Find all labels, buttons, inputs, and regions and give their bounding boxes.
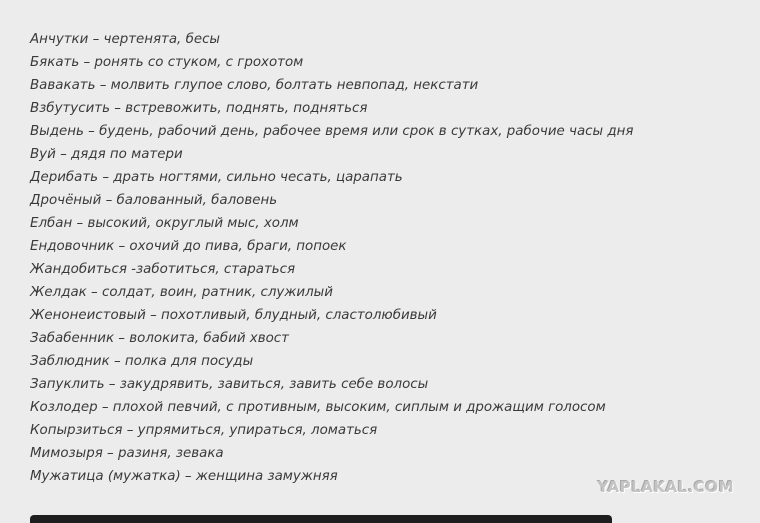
list-item: Козлодер – плохой певчий, с противным, высоким, сиплым и дрожащим голосом: [30, 400, 606, 415]
list-item: Бякать – ронять со стуком, с грохотом: [30, 55, 304, 70]
list-item: Елбан – высокий, округлый мыс, холм: [30, 216, 299, 231]
list-item: Копырзиться – упрямиться, упираться, ломаться: [30, 423, 378, 438]
list-item: Заблюдник – полка для посуды: [30, 354, 254, 369]
list-item: Жандобиться -заботиться, стараться: [30, 262, 296, 277]
list-item: Анчутки – чертенята, бесы: [30, 32, 220, 47]
list-item: Дерибать – драть ногтями, сильно чесать, царапать: [30, 170, 403, 185]
list-item: Желдак – солдат, воин, ратник, служилый: [30, 285, 333, 300]
site-watermark: YAPLAKAL.COM: [597, 478, 734, 496]
list-item: Ендовочник – охочий до пива, браги, попоек: [30, 239, 347, 254]
list-item: Запуклить – закудрявить, завиться, завить себе волосы: [30, 377, 429, 392]
list-item: Забабенник – волокита, бабий хвост: [30, 331, 289, 346]
list-item: Мужатица (мужатка) – женщина замужняя: [30, 469, 338, 484]
next-content-edge: [30, 515, 612, 523]
list-item: Выдень – будень, рабочий день, рабочее время или срок в сутках, рабочие часы дня: [30, 124, 634, 139]
list-item: Дрочёный – балованный, баловень: [30, 193, 278, 208]
list-item: Женонеистовый – похотливый, блудный, сластолюбивый: [30, 308, 437, 323]
list-item: Взбутусить – встревожить, поднять, подняться: [30, 101, 368, 116]
list-item: Вуй – дядя по матери: [30, 147, 183, 162]
word-list: [30, 28, 633, 488]
list-item: Вавакать – молвить глупое слово, болтать невпопад, некстати: [30, 78, 479, 93]
list-item: Мимозыря – разиня, зевака: [30, 446, 224, 461]
